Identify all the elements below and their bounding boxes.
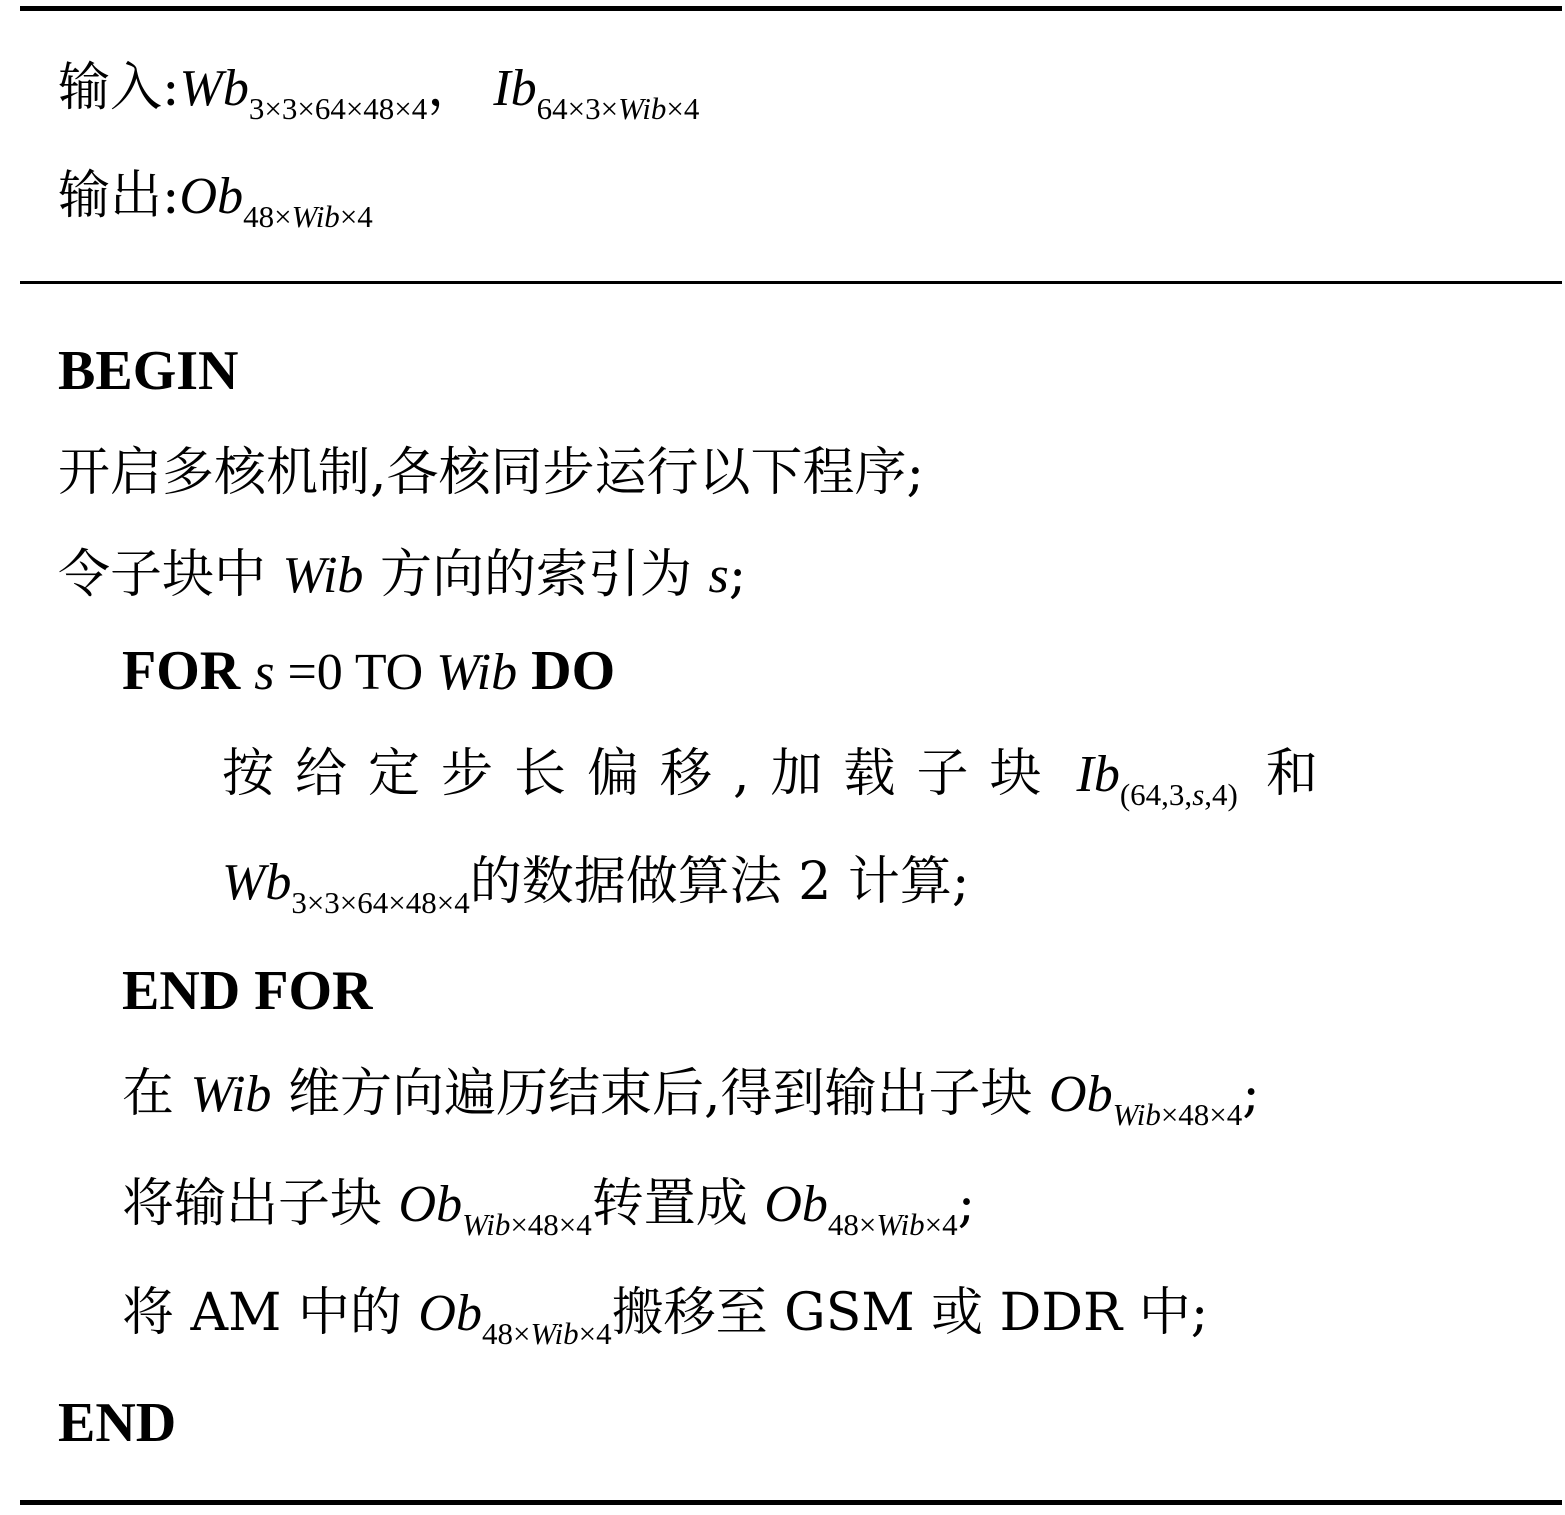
input-wb: Wb bbox=[179, 60, 249, 117]
multicore-line: 开启多核机制,各核同步运行以下程序; bbox=[58, 443, 925, 503]
end-keyword: END bbox=[58, 1392, 177, 1454]
end-for-keyword: END FOR bbox=[122, 960, 373, 1022]
compute-line: $Wb_{3\times 3\times 64\times 48\times 4}$的数据做算法 2 计算; bbox=[222, 852, 970, 920]
input-sep: ， bbox=[427, 58, 480, 118]
input-wb-sub: 3×3×64×48×4 bbox=[248, 91, 428, 126]
bottom-rule bbox=[20, 1500, 1562, 1505]
input-ib: Ib bbox=[493, 60, 537, 117]
input-label: 输入: bbox=[58, 58, 180, 118]
index-line: 令子块中 Wib 方向的索引为 s; bbox=[58, 545, 747, 605]
input-ib-sub: 64×3×Wib×4 bbox=[536, 91, 700, 126]
for-line: FOR s =0 TO Wib DO bbox=[122, 640, 616, 702]
load-line: 按给定步长偏移,加载子块 $Ib_{(64,3,s,4)}$ 和 bbox=[222, 744, 1318, 812]
middle-rule bbox=[20, 281, 1562, 284]
input-line bbox=[58, 58, 700, 126]
output-ob-sub: 48×Wib×4 bbox=[243, 199, 373, 234]
move-line: 将 AM 中的 $Ob_{48\times Wib\times 4}$搬移至 GSM 或 DDR 中; bbox=[122, 1283, 1209, 1351]
output-line bbox=[58, 166, 373, 234]
transpose-line: 将输出子块 $Ob_{Wib\times 48\times 4}$转置成 $Ob_{48\times Wib\times 4}$; bbox=[122, 1174, 976, 1242]
output-label: 输出: bbox=[58, 166, 180, 226]
output-ob: Ob bbox=[179, 168, 244, 225]
begin-keyword: BEGIN bbox=[58, 340, 239, 402]
traverse-line: 在 Wib 维方向遍历结束后,得到输出子块 $Ob_{Wib\times 48\times 4}$; bbox=[122, 1064, 1260, 1132]
top-rule bbox=[20, 6, 1562, 11]
